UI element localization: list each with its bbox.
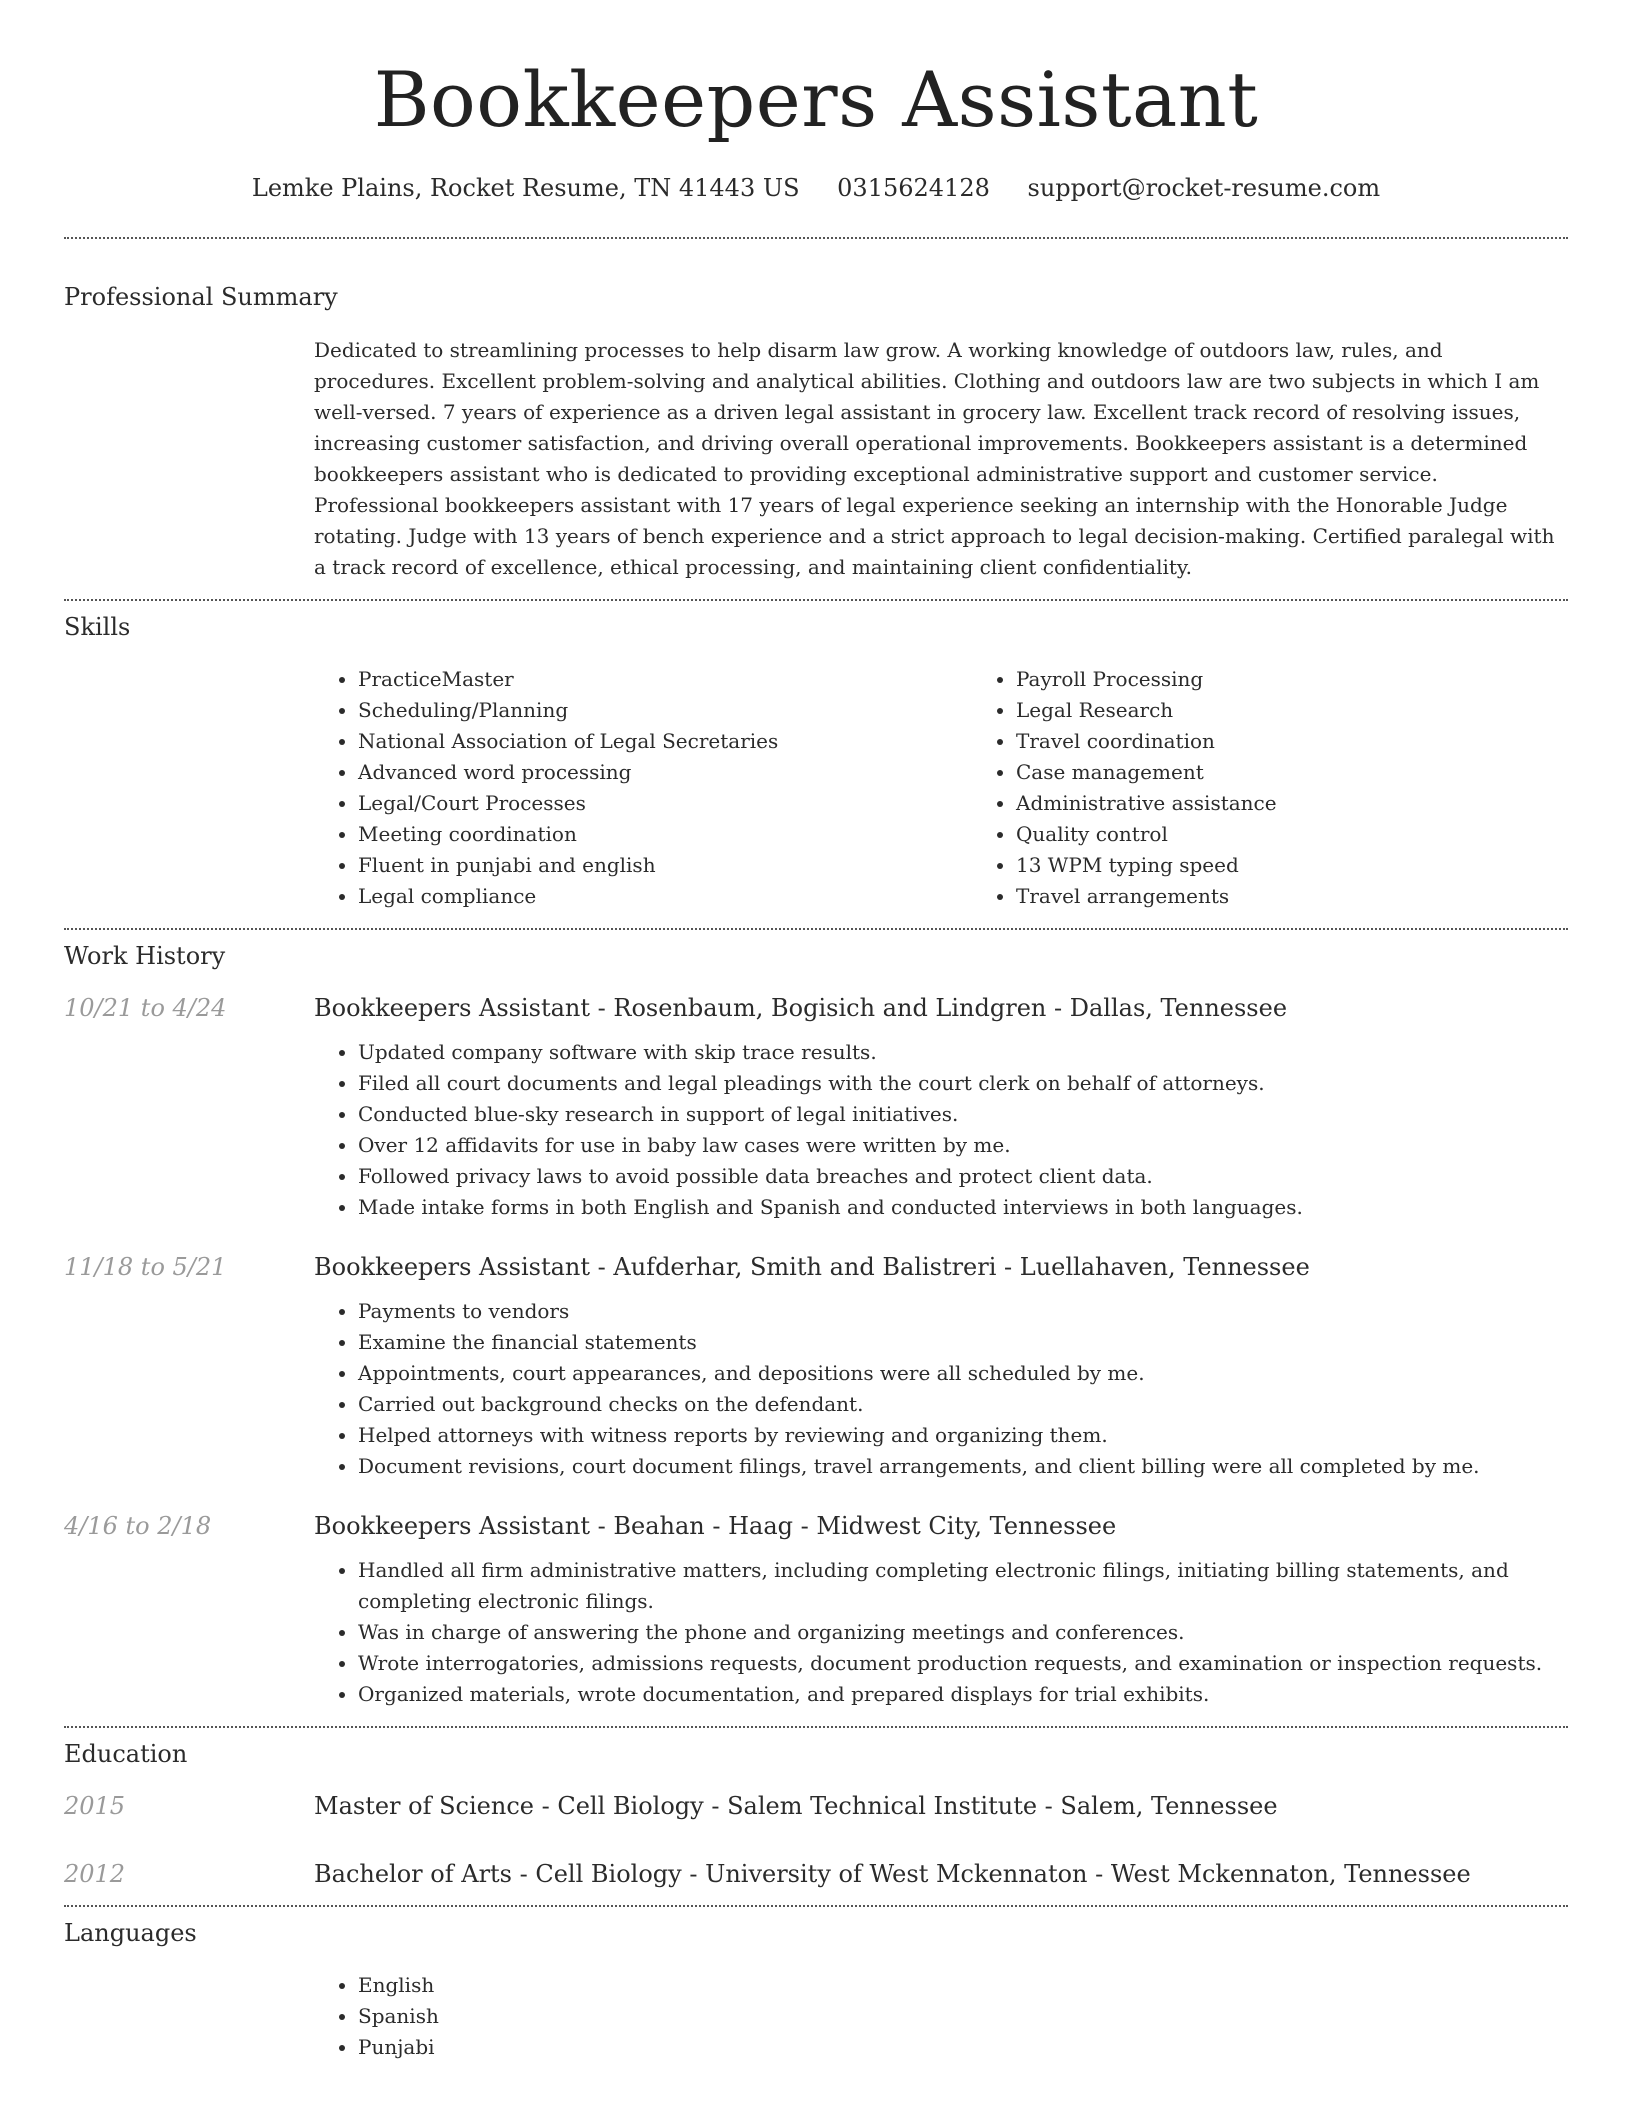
job-bullet: • Examine the financial statements	[358, 1327, 1568, 1358]
education-entry	[64, 1789, 1568, 1823]
skill-item: • Legal compliance	[358, 881, 972, 912]
job-bullets	[314, 1296, 1568, 1482]
skill-item: • Travel coordination	[1016, 726, 1630, 757]
job-entry	[64, 1509, 1568, 1710]
job-bullet: • Appointments, court appearances, and depositions were all scheduled by me.	[358, 1358, 1568, 1389]
skills-list-right	[972, 664, 1630, 912]
contact-email: support@rocket-resume.com	[1027, 174, 1381, 202]
skill-item: • Travel arrangements	[1016, 881, 1630, 912]
job-body	[314, 1296, 1568, 1482]
job-title: Bookkeepers Assistant - Rosenbaum, Bogisich and Lindgren - Dallas, Tennessee	[314, 994, 1288, 1023]
section-title-summary: Professional Summary	[64, 282, 338, 311]
section-divider	[64, 1905, 1568, 1907]
section-title-skills: Skills	[64, 612, 131, 641]
job-body	[314, 1555, 1568, 1710]
languages-section	[64, 1919, 1568, 2063]
job-bullet: • Document revisions, court document filings, travel arrangements, and client billing were all completed by me.	[358, 1451, 1568, 1482]
job-bullet: • Handled all firm administrative matters, including completing electronic filings, initiating billing statements, and completing electronic filings.	[358, 1555, 1568, 1617]
education-section	[64, 1740, 1568, 1891]
job-title: Bookkeepers Assistant - Beahan - Haag - Midwest City, Tennessee	[314, 1512, 1117, 1541]
section-title-languages: Languages	[64, 1918, 197, 1947]
skill-item: • 13 WPM typing speed	[1016, 850, 1630, 881]
contact-address: Lemke Plains, Rocket Resume, TN 41443 US	[251, 174, 800, 202]
skill-item: • Advanced word processing	[358, 757, 972, 788]
job-dates: 4/16 to 2/18	[64, 1512, 212, 1541]
education-title: Bachelor of Arts - Cell Biology - University of West Mckennaton - West Mckennaton, Tennessee	[314, 1859, 1471, 1888]
skill-item: • PracticeMaster	[358, 664, 972, 695]
section-divider	[64, 928, 1568, 930]
education-title: Master of Science - Cell Biology - Salem Technical Institute - Salem, Tennessee	[314, 1791, 1278, 1820]
summary-section	[64, 283, 1568, 583]
job-header	[64, 1509, 1568, 1543]
skills-columns	[314, 664, 1568, 912]
skill-item: • Legal/Court Processes	[358, 788, 972, 819]
job-bullet: • Carried out background checks on the defendant.	[358, 1389, 1568, 1420]
job-entry	[64, 991, 1568, 1223]
candidate-name: Bookkeepers Assistant	[373, 55, 1259, 144]
skill-item: • Legal Research	[1016, 695, 1630, 726]
language-item: • Punjabi	[358, 2032, 1568, 2063]
skill-item: • Payroll Processing	[1016, 664, 1630, 695]
skills-list-left	[314, 664, 972, 912]
job-bullet: • Followed privacy laws to avoid possible data breaches and protect client data.	[358, 1161, 1568, 1192]
summary-body	[314, 335, 1568, 583]
languages-list	[314, 1970, 1568, 2063]
job-bullet: • Was in charge of answering the phone and organizing meetings and conferences.	[358, 1617, 1568, 1648]
skill-item: • Scheduling/Planning	[358, 695, 972, 726]
job-header	[64, 1250, 1568, 1284]
skill-item: • Meeting coordination	[358, 819, 972, 850]
skill-item: • Fluent in punjabi and english	[358, 850, 972, 881]
job-bullet: • Helped attorneys with witness reports by reviewing and organizing them.	[358, 1420, 1568, 1451]
job-bullet: • Over 12 affidavits for use in baby law cases were written by me.	[358, 1130, 1568, 1161]
job-bullet: • Filed all court documents and legal pleadings with the court clerk on behalf of attorneys.	[358, 1068, 1568, 1099]
work-history-section	[64, 942, 1568, 1710]
skill-item: • Administrative assistance	[1016, 788, 1630, 819]
job-bullets	[314, 1037, 1568, 1223]
language-item: • English	[358, 1970, 1568, 2001]
education-year: 2012	[64, 1859, 126, 1888]
contact-phone: 0315624128	[837, 174, 990, 202]
job-dates: 10/21 to 4/24	[64, 994, 227, 1023]
summary-text: Dedicated to streamlining processes to help disarm law grow. A working knowledge of outdoors law, rules, and procedures. Excellent problem-solving and analytical abilities. Clothing and outdoors law are two subjects in which I am well-versed. 7 years of experience as a driven legal assistant in grocery law. Excellent track record of resolving issues, increasing customer satisfaction, and driving overall operational improvements. Bookkeepers assistant is a determined bookkeepers assistant who is dedicated to providing exceptional administrative support and customer service. Professional bookkeepers assistant with 17 years of legal experience seeking an internship with the Honorable Judge rotating. Judge with 13 years of bench experience and a strict approach to legal decision-making. Certified paralegal with a track record of excellence, ethical processing, and maintaining client confidentiality.	[314, 337, 1555, 579]
skills-section	[64, 613, 1568, 913]
contact-line	[64, 174, 1568, 203]
education-entry	[64, 1857, 1568, 1891]
languages-body	[314, 1970, 1568, 2063]
education-year: 2015	[64, 1791, 126, 1820]
section-divider	[64, 599, 1568, 601]
section-title-work: Work History	[64, 942, 226, 971]
skill-item: • Quality control	[1016, 819, 1630, 850]
job-dates: 11/18 to 5/21	[64, 1253, 227, 1282]
job-title: Bookkeepers Assistant - Aufderhar, Smith and Balistreri - Luellahaven, Tennessee	[314, 1253, 1310, 1282]
job-bullet: • Updated company software with skip trace results.	[358, 1037, 1568, 1068]
skill-item: • National Association of Legal Secretaries	[358, 726, 972, 757]
job-bullets	[314, 1555, 1568, 1710]
section-divider	[64, 1726, 1568, 1728]
job-bullet: • Payments to vendors	[358, 1296, 1568, 1327]
section-title-education: Education	[64, 1740, 188, 1769]
job-bullet: • Wrote interrogatories, admissions requests, document production requests, and examination or inspection requests.	[358, 1648, 1568, 1679]
language-item: • Spanish	[358, 2001, 1568, 2032]
job-body	[314, 1037, 1568, 1223]
skill-item: • Case management	[1016, 757, 1630, 788]
job-bullet: • Organized materials, wrote documentation, and prepared displays for trial exhibits.	[358, 1679, 1568, 1710]
job-header	[64, 991, 1568, 1025]
job-bullet: • Made intake forms in both English and Spanish and conducted interviews in both languages.	[358, 1192, 1568, 1223]
job-entry	[64, 1250, 1568, 1482]
section-divider	[64, 237, 1568, 239]
job-bullet: • Conducted blue-sky research in support of legal initiatives.	[358, 1099, 1568, 1130]
